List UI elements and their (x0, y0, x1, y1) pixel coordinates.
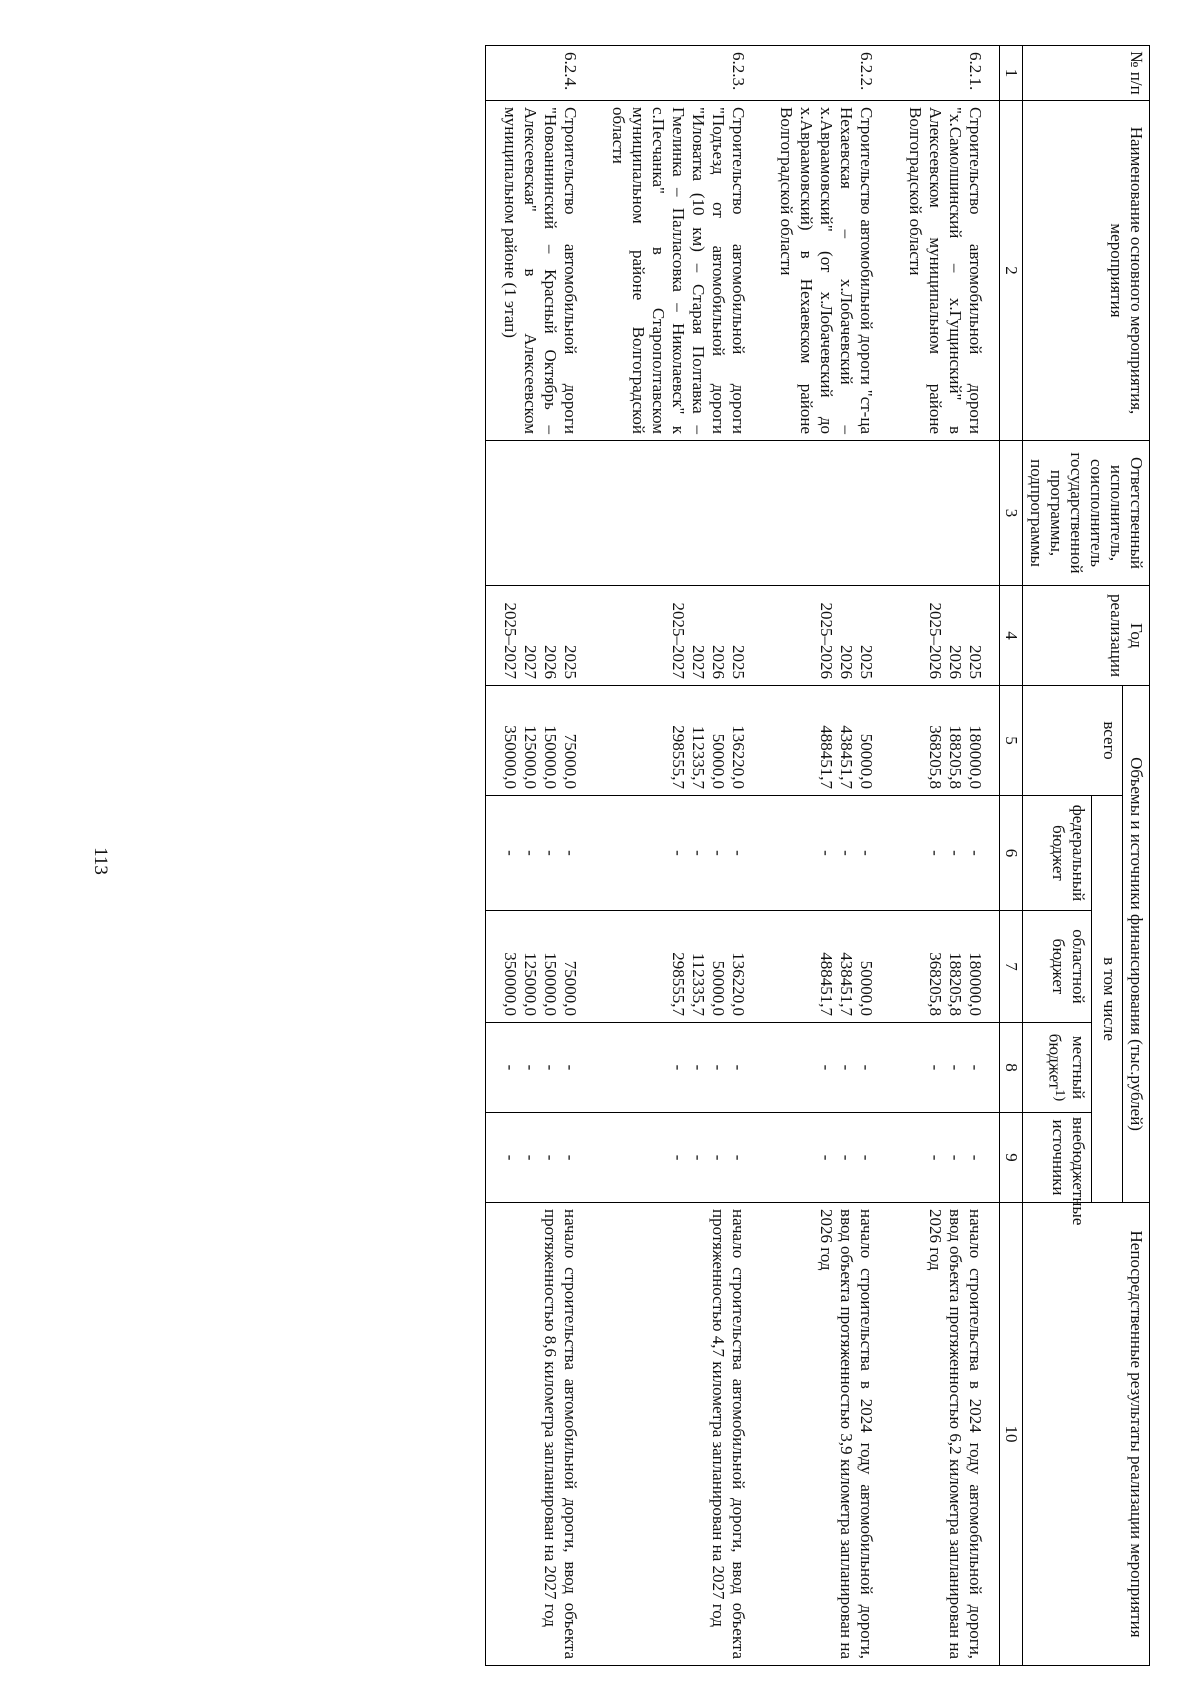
header-executor: Ответственный исполнитель, соисполнитель государственной программы, подпрограммы (1022, 441, 1149, 586)
row-name: Строительство автомобильной дороги "Новоаннинский – Красный Октябрь – Алексеевская" в Алексеевском муниципальном районе (1 этап) (485, 101, 594, 441)
row-local-value: - (500, 1064, 520, 1071)
row-regional (594, 911, 762, 1023)
row-extra (485, 1113, 594, 1203)
row-total-value: 180000,0 (965, 725, 985, 789)
row-total-value: 350000,0 (500, 725, 520, 789)
row-federal (762, 796, 890, 911)
row-federal-value: - (689, 850, 709, 856)
header-including: в том числе (1091, 796, 1122, 1203)
row-years-value: 2026 (945, 645, 965, 679)
row-years-value: 2025 (965, 645, 985, 679)
col-number: 4 (999, 586, 1022, 686)
table-row (890, 46, 999, 1666)
row-federal-value: - (817, 850, 837, 856)
row-federal (594, 796, 762, 911)
row-years-value: 2025–2027 (500, 602, 520, 679)
row-regional-value: 180000,0 (965, 952, 985, 1016)
row-years (890, 586, 999, 686)
header-regional: областной бюджет (1022, 911, 1091, 1023)
row-federal (485, 796, 594, 911)
row-federal-value: - (965, 850, 985, 856)
row-regional-value: 150000,0 (540, 952, 560, 1016)
header-total: всего (1022, 686, 1122, 796)
row-years-value: 2027 (520, 645, 540, 679)
row-federal-value: - (520, 850, 540, 856)
row-federal-value: - (500, 850, 520, 856)
row-local-value: - (520, 1064, 540, 1071)
row-years-value: 2026 (540, 645, 560, 679)
row-local-value: - (817, 1064, 837, 1071)
row-total (890, 686, 999, 796)
row-name: Строительство автомобильной дороги "ст-ца Нехаевская – х.Лобачевский – х.Авраамовский" (от х.Лобачевский до х.Авраамовский) в Нехаевском районе Волгоградской области (762, 101, 890, 441)
header-no: № п/п (1022, 46, 1149, 101)
row-federal-value: - (709, 850, 729, 856)
row-total-value: 50000,0 (709, 733, 729, 789)
row-regional-value: 350000,0 (500, 952, 520, 1016)
row-local (890, 1023, 999, 1113)
row-regional-value: 298555,7 (669, 952, 689, 1016)
row-regional-value: 488451,7 (817, 952, 837, 1016)
col-number: 3 (999, 441, 1022, 586)
row-federal (890, 796, 999, 911)
row-years-value: 2025–2026 (817, 602, 837, 679)
row-years-value: 2025–2027 (669, 602, 689, 679)
row-extra-value: - (669, 1154, 689, 1161)
row-number: 6.2.1. (890, 46, 999, 101)
row-extra-value: - (520, 1154, 540, 1161)
row-executor (890, 441, 999, 586)
row-local (594, 1023, 762, 1113)
row-result: начало строительства в 2024 году автомобильной дороги, ввод объекта протяженностью 3,9 километра запланирован на 2026 год (762, 1203, 890, 1666)
row-years-value: 2026 (709, 645, 729, 679)
row-name: Строительство автомобильной дороги "Подъезд от автомобильной дороги "Иловатка (10 км) – Старая Полтавка – Гмелинка – Палласовка – Николаевск" к с.Песчанка" в Старополтавском муниципальном районе Волгоградской области (594, 101, 762, 441)
row-regional-value: 438451,7 (837, 952, 857, 1016)
row-extra-value: - (729, 1154, 749, 1161)
row-total-value: 298555,7 (669, 725, 689, 789)
row-local-value: - (925, 1064, 945, 1071)
col-number: 6 (999, 796, 1022, 911)
row-result: начало строительства в 2024 году автомобильной дороги, ввод объекта протяженностью 6,2 километра запланирован на 2026 год (890, 1203, 999, 1666)
row-extra-value: - (689, 1154, 709, 1161)
row-local-value: - (945, 1064, 965, 1071)
row-federal-value: - (837, 850, 857, 856)
row-number: 6.2.2. (762, 46, 890, 101)
row-regional-value: 50000,0 (709, 960, 729, 1016)
row-local-value: - (540, 1064, 560, 1071)
row-federal-value: - (945, 850, 965, 856)
row-number: 6.2.4. (485, 46, 594, 101)
column-number-row (999, 46, 1022, 1666)
row-regional-value: 368205,8 (925, 952, 945, 1016)
header-federal: федеральный бюджет (1022, 796, 1091, 911)
row-local-value: - (709, 1064, 729, 1071)
row-regional (890, 911, 999, 1023)
row-extra-value: - (817, 1154, 837, 1161)
col-number: 5 (999, 686, 1022, 796)
row-extra (594, 1113, 762, 1203)
row-years-value: 2025 (560, 645, 580, 679)
row-total-value: 368205,8 (925, 725, 945, 789)
row-local-value: - (857, 1064, 877, 1071)
row-federal-value: - (729, 850, 749, 856)
header-local (1022, 1023, 1091, 1113)
row-extra-value: - (837, 1154, 857, 1161)
col-number: 1 (999, 46, 1022, 101)
col-number: 8 (999, 1023, 1022, 1113)
row-result: начало строительства автомобильной дороги, ввод объекта протяженностью 4,7 километра запланирован на 2027 год (594, 1203, 762, 1666)
header-funding-group: Объемы и источники финансирования (тыс.рублей) (1122, 686, 1149, 1203)
row-extra-value: - (945, 1154, 965, 1161)
col-number: 7 (999, 911, 1022, 1023)
row-years (485, 586, 594, 686)
row-total-value: 136220,0 (729, 725, 749, 789)
row-total-value: 188205,8 (945, 725, 965, 789)
row-local (485, 1023, 594, 1113)
row-extra-value: - (709, 1154, 729, 1161)
row-total (594, 686, 762, 796)
row-years-value: 2027 (689, 645, 709, 679)
row-federal-value: - (540, 850, 560, 856)
row-years-value: 2025 (857, 645, 877, 679)
header-year: Год реализации (1022, 586, 1149, 686)
table-body (485, 46, 999, 1666)
row-local-value: - (837, 1064, 857, 1071)
row-extra-value: - (560, 1154, 580, 1161)
row-extra-value: - (857, 1154, 877, 1161)
row-extra-value: - (540, 1154, 560, 1161)
row-executor (762, 441, 890, 586)
row-regional-value: 75000,0 (560, 960, 580, 1016)
col-number: 10 (999, 1203, 1022, 1666)
row-regional-value: 136220,0 (729, 952, 749, 1016)
row-total-value: 488451,7 (817, 725, 837, 789)
row-extra (890, 1113, 999, 1203)
row-name: Строительство автомобильной дороги "х.Самолшинский – х.Гущинский" в Алексеевском муниципальном районе Волгоградской области (890, 101, 999, 441)
row-regional-value: 112335,7 (689, 952, 709, 1016)
row-local-value: - (965, 1064, 985, 1071)
row-total-value: 50000,0 (857, 733, 877, 789)
header-name: Наименование основного мероприятия, мероприятия (1022, 101, 1149, 441)
row-regional (762, 911, 890, 1023)
row-executor (594, 441, 762, 586)
funding-table (485, 45, 1150, 1666)
row-local-value: - (560, 1064, 580, 1071)
row-years (762, 586, 890, 686)
row-federal-value: - (560, 850, 580, 856)
table-row (485, 46, 594, 1666)
row-extra (762, 1113, 890, 1203)
row-extra-value: - (500, 1154, 520, 1161)
row-result: начало строительства автомобильной дороги, ввод объекта протяженностью 8,6 километра запланирован на 2027 год (485, 1203, 594, 1666)
row-regional-value: 125000,0 (520, 952, 540, 1016)
row-extra-value: - (965, 1154, 985, 1161)
row-years-value: 2026 (837, 645, 857, 679)
row-total (762, 686, 890, 796)
row-total (485, 686, 594, 796)
row-total-value: 150000,0 (540, 725, 560, 789)
row-regional-value: 188205,8 (945, 952, 965, 1016)
header-local-footnote: 1) (1051, 1089, 1068, 1102)
row-number: 6.2.3. (594, 46, 762, 101)
row-years-value: 2025 (729, 645, 749, 679)
col-number: 9 (999, 1113, 1022, 1203)
row-local-value: - (689, 1064, 709, 1071)
rotated-page-content (25, 45, 1150, 1665)
table-row (594, 46, 762, 1666)
row-federal-value: - (925, 850, 945, 856)
row-federal-value: - (669, 850, 689, 856)
row-total-value: 112335,7 (689, 725, 709, 789)
page-number: 113 (90, 847, 111, 875)
row-federal-value: - (857, 850, 877, 856)
row-extra-value: - (925, 1154, 945, 1161)
row-local-value: - (729, 1064, 749, 1071)
header-local-text: местный бюджет (1045, 1033, 1088, 1100)
table-row (762, 46, 890, 1666)
header-results: Непосредственные результаты реализации мероприятия (1022, 1203, 1149, 1666)
row-total-value: 125000,0 (520, 725, 540, 789)
row-local (762, 1023, 890, 1113)
col-number: 2 (999, 101, 1022, 441)
row-years (594, 586, 762, 686)
row-total-value: 438451,7 (837, 725, 857, 789)
row-years-value: 2025–2026 (925, 602, 945, 679)
row-executor (485, 441, 594, 586)
row-total-value: 75000,0 (560, 733, 580, 789)
row-regional (485, 911, 594, 1023)
row-local-value: - (669, 1064, 689, 1071)
row-regional-value: 50000,0 (857, 960, 877, 1016)
header-extra: внебюджетные источники (1022, 1113, 1091, 1203)
